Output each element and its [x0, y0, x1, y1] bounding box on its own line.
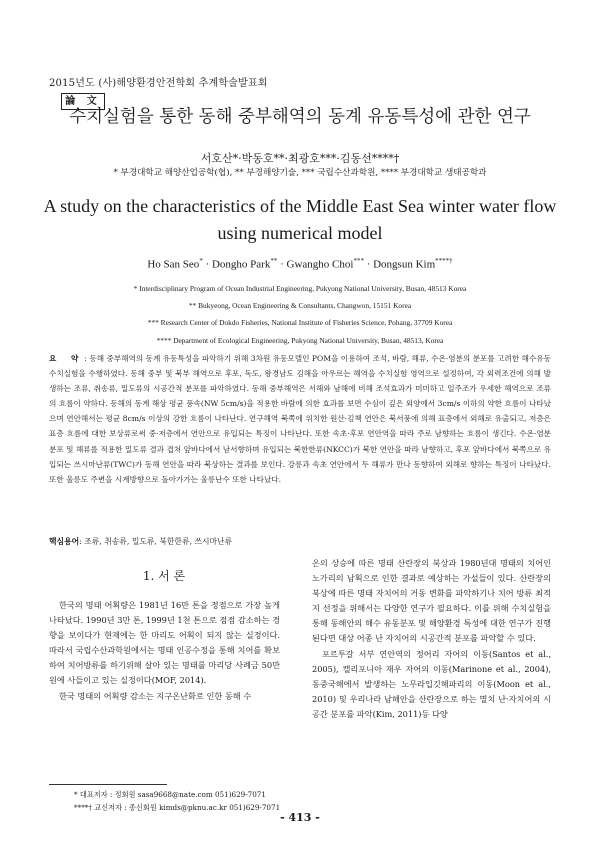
english-title-line-2: using numerical model [217, 223, 383, 243]
affiliation-line: * Interdisciplinary Program of Ocean Industrial Engineering, Pukyong National University, Busan, 48513 Korea [133, 284, 467, 293]
conference-header: 2015년도 (사)해양환경안전학회 추계학술발표회 [49, 78, 268, 89]
korean-title: 수치실험을 통한 동해 중부해역의 동계 유동특성에 관한 연구 [69, 107, 531, 127]
paper-type-badge: 論 文 [61, 93, 105, 110]
english-title-line-1: A study on the characteristics of the Middle East Sea winter water flow [43, 196, 557, 216]
paragraph: 포르투갈 서부 연안역의 정어리 자어의 이동(Santos et al., 2005), 캘리포니아 재우 자어의 이동(Marinone et al., 2004), 동중국해에서 발생하는 노무라입깃해파리의 이동(Moon et al., 2010) 및 우리나라 남해안을 산란장으로 하는 멸치 난·자치어의 시공간 분포를 파악(Kim, 2011)등 다양 [312, 648, 551, 719]
author-separator: · [202, 258, 212, 271]
keywords-label: 핵심용어 [49, 537, 80, 546]
abstract [49, 351, 551, 487]
english-title [0, 193, 600, 247]
author-separator: · [363, 258, 374, 271]
author-name: Dongsun Kim [373, 258, 436, 271]
author-mark: * [199, 257, 203, 265]
keywords [49, 536, 232, 547]
author-name: Gwangho Choi [286, 258, 354, 271]
author-mark: ** [270, 257, 278, 265]
footnote-rule [49, 784, 167, 785]
right-column [312, 556, 551, 722]
abstract-label: 요 약 [49, 354, 85, 363]
english-authors [0, 257, 600, 271]
left-column [49, 598, 280, 704]
author-mark: ****† [435, 257, 453, 265]
keywords-text: : 조류, 취송류, 밀도류, 북한한류, 쓰시마난류 [79, 537, 233, 546]
korean-affiliations: * 부경대학교 해양산업공학(협), ** 부경해양기술, *** 국립수산과학원, **** 부경대학교 생태공학과 [113, 168, 487, 178]
author-name: Ho San Seo [147, 258, 200, 271]
korean-authors: 서호산*·박동호**·최광호***·김동선****† [200, 152, 400, 165]
page-number: - 413 - [280, 811, 320, 824]
footnote-corresponding: * 대표저자 : 정회원 sasa9668@nate.com 051)629-7071 [74, 790, 266, 799]
affiliation-line: *** Research Center of Dokdo Fisheries, National Institute of Fisheries Science, Pohang, 37709 Korea [147, 318, 453, 328]
affiliation-line: ** Bukyeong, Ocean Engineering & Consultants, Changwon, 15151 Korea [188, 301, 412, 311]
abstract-text: : 동해 중부해역의 동계 유동특성을 파악하기 위해 3차원 유동모델인 POM을 이용하여 조석, 바람, 해류, 수온·염분의 분포를 고려한 해수유동 수치실험을 수행하였다. 동해 중부 및 북부 해역으로 후포, 독도, 왕경남도 김해을 아우르는 해역을 수치실험 영역으로 설정하여, 각 외력조건에 의해 발생하는 조류, 취송류, 밀도류의 시공간적 분포를 파악하였다. 동해 중부해역은 서해와 남해에 비해 조석효과가 미미하고 일주조가 우세한 해역으로 조류의 흐름이 약하다. 동해의 동계 해상 평균 풍속(NW 5cm/s)을 적용한 바람에 의한 효과를 보면 수심이 깊은 외양에서 3cm/s 이하의 약한 흐름이 나타났으며 연안해서는 평균 8cm/s 이상의 강한 흐름이 나타난다. 연구해역 북쪽에 위치한 원산·김책 연안은 북서풍에 의해 표층에서 외해로 유출되고, 저층은 표층 흐름에 대한 보상류로써 중·저층에서 연안으로 유입되는 특징이 나타난다. 또한 속초·후포 연안역을 따라 주로 남향하는 흐름이 생긴다. 수온·염분 분포 및 해류를 적용한 밀도류 결과 겹쳐 앞바다에서 남서향하며 유입되는 북한한류(NKCC)가 북한 연안을 따라 남향하고, 후포 앞바다에서 북쪽으로 유입되는 쓰시마난류(TWC)가 동해 연안을 따라 북상하는 결과를 보인다. 강릉과 속초 연안에서 두 해류가 만나 동향하여 외해로 향하는 특징이 나타났다. 또한 울릉도 주변을 시계방향으로 돌아가가는 울릉난수 또한 나타났다. [49, 354, 551, 484]
author-mark: *** [353, 257, 364, 265]
author-separator: · [277, 258, 287, 271]
author-name: Dongho Park [211, 258, 271, 271]
paragraph: 한국의 명태 어획량은 1981년 16만 톤을 정점으로 가장 높게 나타났다. 1990년 3만 톤, 1999년 1천 톤으로 점점 감소하는 경향을 보이다가 현재에는 한 마리도 어획이 되지 않는 실정이다. 따라서 국립수산과학원에서는 명태 인공수정을 통해 치어를 확보하여 치어방류를 하기위해 살아 있는 명태를 마리당 사례금 50만원에 사들이고 있는 실정이다(MOF, 2014). [49, 600, 280, 686]
section-title: 1. 서 론 [142, 569, 186, 583]
english-affiliations [40, 280, 560, 349]
paragraph: 한국 명태의 어획량 감소는 지구온난화로 인한 동해 수 [59, 690, 252, 701]
footnote-first-author: ****† 교신저자 : 종신회원 kimds@pknu.ac.kr 051)629-7071 [74, 803, 281, 813]
affiliation-line: **** Department of Ecological Engineering, Pukyong National University, Busan, 48513, Korea [156, 335, 444, 345]
paragraph: 온의 상승에 따른 명태 산란장의 북상과 1980년대 명태의 치어인 노가리의 남획으로 인한 결과로 예상하는 가설들이 있다. 산란장의 북상에 따른 명태 자치어의 거동 변화를 파악하기나 치어 방류 최적지 선정을 위해서는 다양한 연구가 필요하다. 이를 위해 수치실험을 통해 동해안의 해수 유동분포 및 해양환경 특성에 대한 연구가 진행된다면 대상 어종 난 자치어의 시공간적 분포를 파악할 수 있다. [312, 558, 551, 644]
